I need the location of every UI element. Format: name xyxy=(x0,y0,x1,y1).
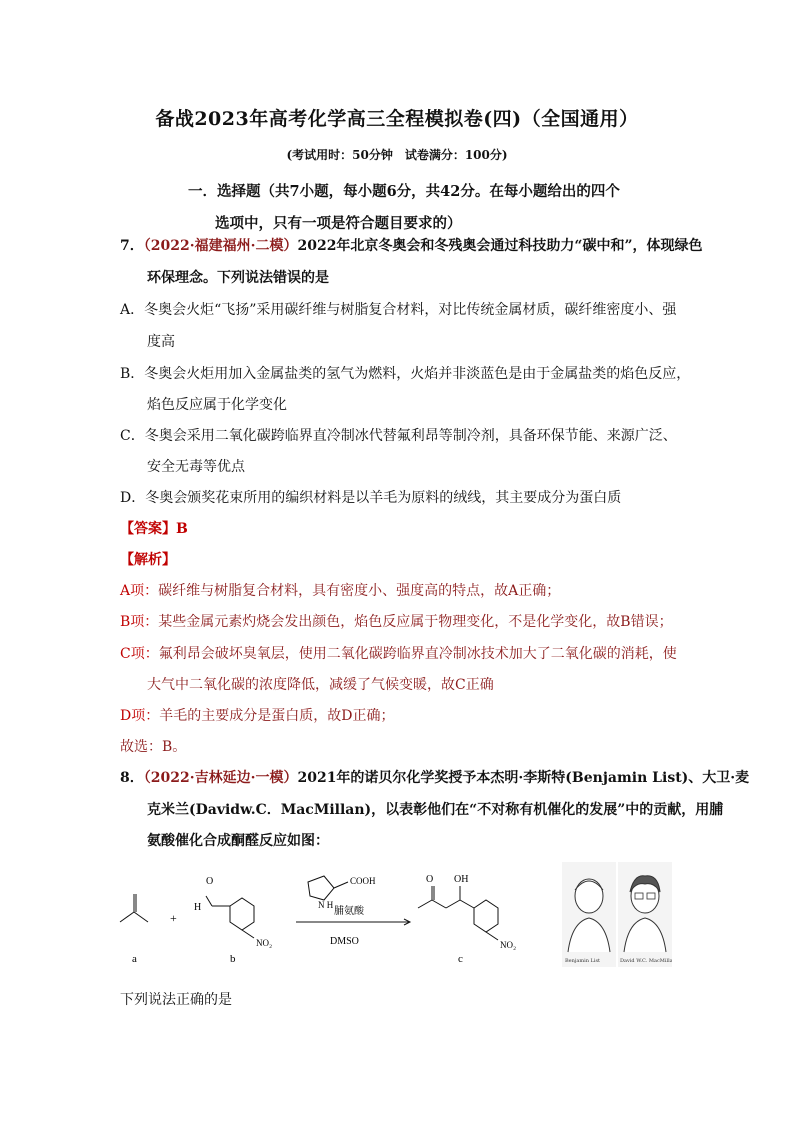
q7-option-a: A．冬奥会火炬“飞扬”采用碳纤维与树脂复合材料，对比传统金属材质，碳纤维密度小、强 xyxy=(120,302,677,318)
q7-option-d: D．冬奥会颁奖花束所用的编织材料是以羊毛为原料的绒线，其主要成分为蛋白质 xyxy=(120,490,622,506)
q7-explanation-b xyxy=(120,612,673,632)
proline-nh: N H xyxy=(318,900,334,910)
nitrobenzaldehyde-structure xyxy=(206,896,254,938)
q7-explanation-a xyxy=(120,581,560,601)
q7-conclusion: 故选：B。 xyxy=(120,739,187,755)
portrait-david-macmillan xyxy=(618,862,672,967)
q7-stem-line1 xyxy=(120,236,703,256)
q7-stem-line2: 环保理念。下列说法错误的是 xyxy=(147,270,329,286)
q8-stem-line3: 氨酸催化合成酮醛反应如图： xyxy=(147,833,329,849)
q7-explanation-d xyxy=(120,706,394,726)
aldehyde-h: H xyxy=(194,902,202,913)
q7-explanation-c-cont: 大气中二氧化碳的浓度降低，减缓了气候变暖，故C正确 xyxy=(147,677,494,693)
product-hydroxyl: OH xyxy=(454,874,469,885)
reaction-diagram xyxy=(112,862,552,974)
plus-sign: + xyxy=(170,911,177,925)
q7-answer: 【答案】B xyxy=(120,521,188,537)
q8-stem-line2: 克米兰(Davidw.C．MacMillan)，以表彰他们在“不对称有机催化的发展”中的贡献，用脯 xyxy=(147,802,724,818)
q8-stem-line1 xyxy=(120,768,749,788)
proline-structure xyxy=(308,876,348,900)
q7-expC-label: C项： xyxy=(120,646,159,662)
q7-expB-label: B项： xyxy=(120,614,159,630)
q7-option-b: B．冬奥会火炬用加入金属盐类的氢气为燃料，火焰并非淡蓝色是由于金属盐类的焰色反应， xyxy=(120,366,691,382)
label-b: b xyxy=(230,953,236,965)
portrait-icon xyxy=(618,862,672,967)
label-c: c xyxy=(458,953,463,965)
portrait-benjamin-list xyxy=(562,862,616,967)
q7-expB-text: 某些金属元素灼烧会发出颜色，焰色反应属于物理变化，不是化学变化，故B错误； xyxy=(158,614,673,630)
solvent-label: DMSO xyxy=(330,936,359,947)
q7-number: 7． xyxy=(120,238,144,254)
proline-cooh: COOH xyxy=(350,876,376,886)
q7-explanation-c xyxy=(120,644,677,664)
aldehyde-o: O xyxy=(206,876,214,887)
section-header-line2: 选项中，只有一项是符合题目要求的） xyxy=(215,215,462,232)
section-header xyxy=(188,176,708,240)
nitro-group-c: NO₂ xyxy=(500,940,517,950)
photo1-caption: Benjamin List xyxy=(565,958,601,964)
product-structure xyxy=(418,886,498,940)
exam-info: (考试用时：50分钟 试卷满分：100分) xyxy=(286,148,508,162)
q7-stem1: 2022年北京冬奥会和冬残奥会通过科技助力“碳中和”，体现绿色 xyxy=(297,238,703,254)
label-a: a xyxy=(132,953,137,965)
q8-stem1: 2021年的诺贝尔化学奖授予本杰明·李斯特(Benjamin List)、大卫·麦 xyxy=(297,770,750,786)
q8-source: （2022·吉林延边·一模） xyxy=(143,770,298,786)
q7-source: （2022·福建福州·二模） xyxy=(143,238,298,254)
q7-expD-text: 羊毛的主要成分是蛋白质，故D正确； xyxy=(159,708,395,724)
section-header-line1: 一．选择题（共7小题，每小题6分，共42分。在每小题给出的四个 xyxy=(188,183,620,200)
q7-expC-text1: 氟利昂会破坏臭氧层，使用二氧化碳跨临界直冷制冰技术加大了二氧化碳的消耗，使 xyxy=(158,646,677,662)
q8-number: 8． xyxy=(120,770,144,786)
q7-option-b-cont: 焰色反应属于化学变化 xyxy=(147,397,287,413)
q7-expA-text: 碳纤维与树脂复合材料，具有密度小、强度高的特点，故A正确； xyxy=(158,583,561,599)
q7-analysis-label: 【解析】 xyxy=(120,552,176,568)
catalyst-name: 脯氨酸 xyxy=(334,906,364,917)
photo2-caption: David W.C. MacMillan xyxy=(620,958,672,964)
q7-expD-label: D项： xyxy=(120,708,160,724)
q7-option-c-cont: 安全无毒等优点 xyxy=(147,459,245,475)
q8-question: 下列说法正确的是 xyxy=(120,992,232,1008)
acetone-structure xyxy=(120,894,148,922)
q7-expA-label: A项： xyxy=(120,583,159,599)
q7-option-a-cont: 度高 xyxy=(147,334,175,350)
page-title: 备战2023年高考化学高三全程模拟卷(四)（全国通用） xyxy=(155,108,639,130)
portrait-icon xyxy=(562,862,616,967)
product-ketone-o: O xyxy=(426,874,434,885)
nitro-group-b: NO₂ xyxy=(256,938,273,948)
q7-option-c: C．冬奥会采用二氧化碳跨临界直冷制冰代替氟利昂等制冷剂，具备环保节能、来源广泛、 xyxy=(120,428,677,444)
